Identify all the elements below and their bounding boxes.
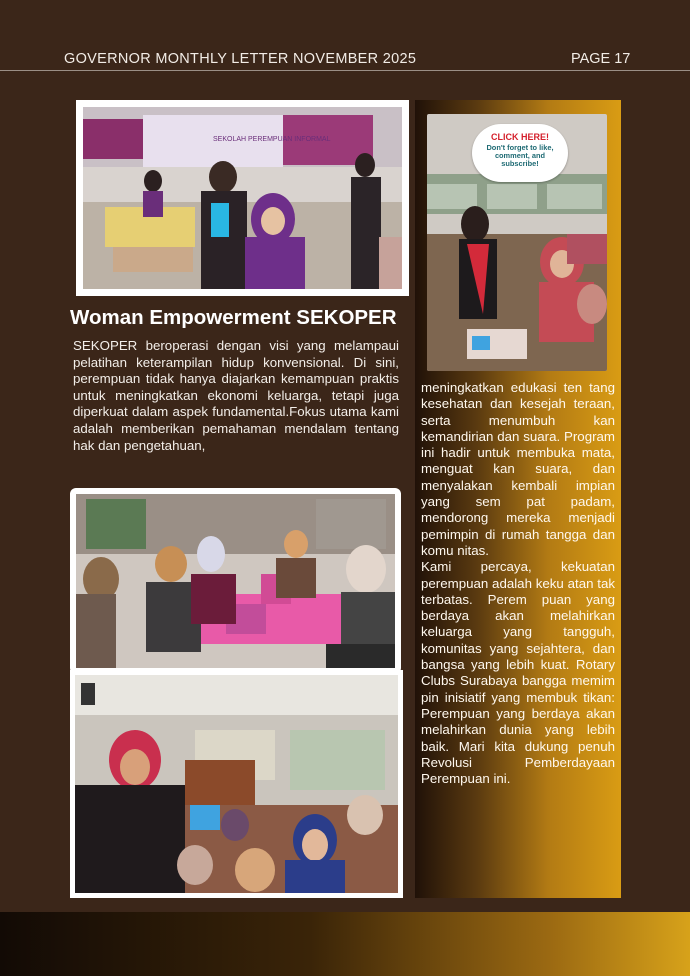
- cta-title: CLICK HERE!: [491, 132, 549, 142]
- newsletter-title: GOVERNOR MONTHLY LETTER NOVEMBER 2025: [64, 51, 417, 67]
- photo-makeup-demo: [76, 100, 409, 296]
- banner-text: SEKOLAH PEREMPUAN INFORMAL: [213, 136, 331, 143]
- photo-classroom: [70, 670, 403, 898]
- article-body-left: SEKOPER beroperasi dengan visi yang melampaui pelatihan keterampilan hidup konvensional. Di sini, perempuan tidak hanya diajarkan kemampuan praktis untuk meningkatkan ekonomi keluarga, tetapi juga diperkuat dalam aspek fundamental.Fokus utama kami adalah memberikan pemahaman mendalam tentang hak dan pengetahuan,: [73, 338, 399, 453]
- header-divider: [0, 70, 690, 71]
- photo-group-practice: [70, 488, 401, 674]
- article-body-right: [421, 380, 615, 787]
- page-number: PAGE 17: [571, 51, 631, 67]
- article-paragraph-1: meningkatkan edukasi ten tang kesehatan dan kesejah teraan, serta menumbuh kan kemandirian dan suara. Program ini hadir untuk membuka mata, menguat kan suara, dan menyalakan kembali impian yang sem pat padam, mendorong mereka menjadi pemimpin di rumah tangga dan komu nitas.: [421, 380, 615, 558]
- subscribe-callout[interactable]: [472, 124, 568, 182]
- cta-subtitle: Don't forget to like, comment, and subscribe!: [486, 143, 554, 168]
- article-paragraph-2: Kami percaya, kekuatan perempuan adalah keku atan tak terbatas. Perem puan yang berdaya akan melahirkan keluarga yang tangguh, komunitas yang sejahtera, dan bangsa yang lebih kuat. Rotary Clubs Surabaya bangga memim pin inisiatif yang membuk tikan: Perempuan yang berdaya akan melahirkan dunia yang lebih baik. Mari kita dukung penuh Revolusi Pemberdayaan Perempuan ini.: [421, 559, 615, 787]
- section-heading: Woman Empowerment SEKOPER: [70, 306, 397, 329]
- footer-band: [0, 912, 690, 976]
